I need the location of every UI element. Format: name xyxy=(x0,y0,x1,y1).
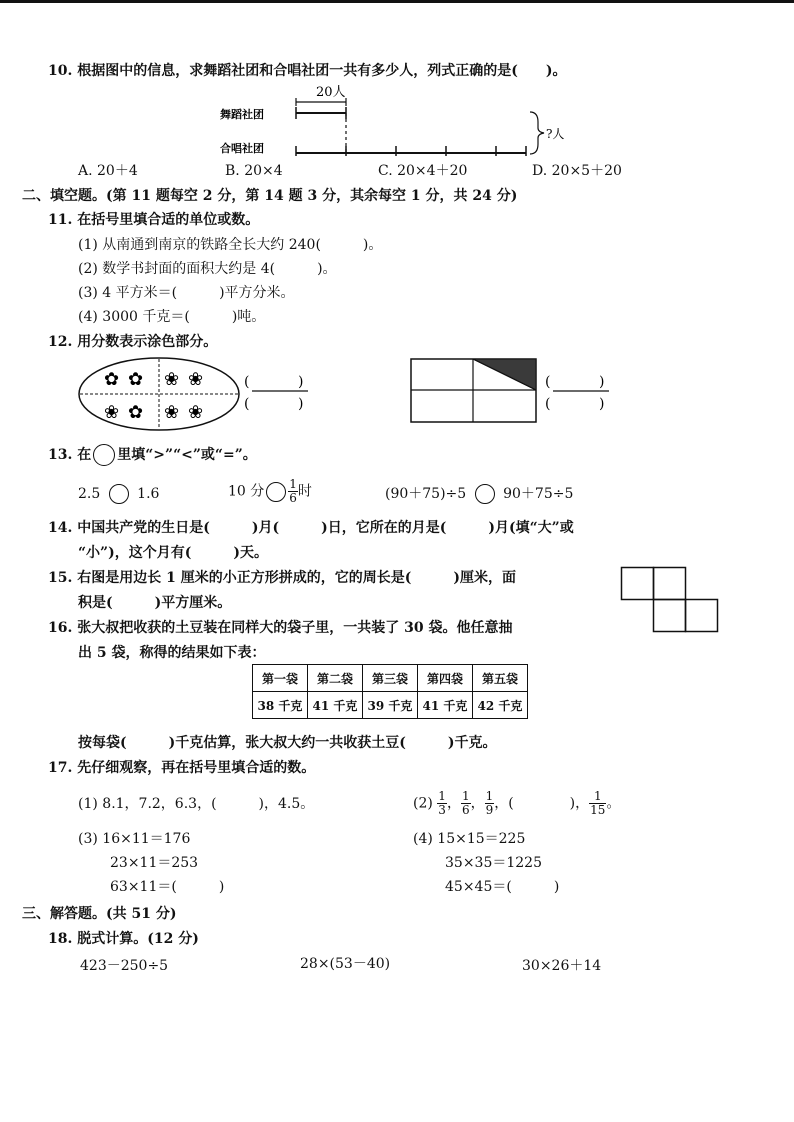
table-cell: 38 千克 xyxy=(253,692,308,719)
q16-line2: 出 5 袋，称得的结果如下表： xyxy=(78,645,266,661)
q10-option-d: D. 20×5＋20 xyxy=(532,163,622,179)
q10-option-c: C. 20×4＋20 xyxy=(378,163,468,179)
q12-fraction-blank-1[interactable] xyxy=(244,372,308,416)
q15-line2: 积是( )平方厘米。 xyxy=(78,595,232,611)
table-cell: 39 千克 xyxy=(363,692,418,719)
q13-text: 13. 在 里填“>”“<”或“=”。 xyxy=(48,444,257,466)
svg-text:): ) xyxy=(298,374,304,390)
q10-top-label: 20人 xyxy=(316,85,346,100)
flower-icon: ❀ xyxy=(164,369,180,390)
table-header-cell: 第四袋 xyxy=(418,665,473,692)
table-header-cell: 第三袋 xyxy=(363,665,418,692)
table-cell: 42 千克 xyxy=(473,692,528,719)
flower-icon: ✿ xyxy=(128,402,144,423)
svg-text:): ) xyxy=(298,396,304,412)
q11-text: 11. 在括号里填合适的单位或数。 xyxy=(48,212,260,228)
q17-part3-line1: (3) 16×11＝176 xyxy=(78,831,191,847)
q14-line2: “小”)，这个月有( )天。 xyxy=(78,545,268,561)
svg-text:(: ( xyxy=(545,396,551,412)
q17-text: 17. 先仔细观察，再在括号里填合适的数。 xyxy=(48,760,316,776)
q17-part1: (1) 8.1，7.2，6.3，( )，4.5。 xyxy=(78,796,315,812)
q10-option-b: B. 20×4 xyxy=(225,163,283,179)
q11-item-2: (2) 数学书封面的面积大约是 4( )。 xyxy=(78,261,337,277)
q11-item-3: (3) 4 平方米＝( )平方分米。 xyxy=(78,285,295,301)
q15-squares-figure xyxy=(620,566,722,640)
q12-rect-figure xyxy=(410,358,538,428)
q13-compare-1: 2.5 1.6 xyxy=(78,486,160,502)
q10-row2-label: 合唱社团 xyxy=(220,142,264,155)
q14-line1: 14. 中国共产党的生日是( )月( )日，它所在的月是( )月(填“大”或 xyxy=(48,520,574,536)
q10-total-label: ?人 xyxy=(546,127,565,141)
table-header-row xyxy=(253,665,528,692)
q18-expr-2: 28×(53－40) xyxy=(300,956,391,972)
flower-icon: ❀ xyxy=(188,369,204,390)
q17-part3-line3: 63×11＝( ) xyxy=(110,879,225,895)
q10-bar-diagram xyxy=(220,82,580,164)
q12-text: 12. 用分数表示涂色部分。 xyxy=(48,334,218,350)
q15-line1: 15. 右图是用边长 1 厘米的小正方形拼成的，它的周长是( )厘米，面 xyxy=(48,570,516,586)
flower-icon: ✿ xyxy=(128,369,144,390)
q13-compare-2: 10 分 $\frac{1}{6}$ 时 xyxy=(228,477,312,505)
q11-item-1: (1) 从南通到南京的铁路全长大约 240( )。 xyxy=(78,237,383,253)
table-header-cell: 第一袋 xyxy=(253,665,308,692)
q11-item-4: (4) 3000 千克＝( )吨。 xyxy=(78,309,266,325)
table-header-cell: 第二袋 xyxy=(308,665,363,692)
top-border-line xyxy=(0,0,794,3)
q16-table xyxy=(252,664,528,719)
svg-text:(: ( xyxy=(545,374,551,390)
q18-text: 18. 脱式计算。(12 分) xyxy=(48,931,199,947)
svg-text:(: ( xyxy=(244,374,250,390)
svg-text:(: ( xyxy=(244,396,250,412)
table-header-cell: 第五袋 xyxy=(473,665,528,692)
q18-expr-1: 423－250÷5 xyxy=(80,958,169,974)
q16-line3: 按每袋( )千克估算，张大叔大约一共收获土豆( )千克。 xyxy=(78,735,497,751)
flower-icon: ❀ xyxy=(164,402,180,423)
table-cell: 41 千克 xyxy=(418,692,473,719)
section3-heading: 三、解答题。(共 51 分) xyxy=(22,906,177,922)
q13-compare-3: (90＋75)÷5 90＋75÷5 xyxy=(385,486,574,502)
q10-text: 10. 根据图中的信息，求舞蹈社团和合唱社团一共有多少人，列式正确的是( )。 xyxy=(48,63,567,79)
flower-icon: ❀ xyxy=(188,402,204,423)
q18-expr-3: 30×26＋14 xyxy=(522,958,602,974)
q12-fraction-blank-2[interactable] xyxy=(545,372,609,416)
q12-oval-figure xyxy=(76,356,242,436)
q10-row1-label: 舞蹈社团 xyxy=(220,108,264,121)
table-cell: 41 千克 xyxy=(308,692,363,719)
answer-circle[interactable] xyxy=(266,482,286,502)
q17-part3-line2: 23×11＝253 xyxy=(110,855,199,871)
section2-heading: 二、填空题。(第 11 题每空 2 分，第 14 题 3 分，其余每空 1 分，共 24 分) xyxy=(22,188,518,204)
svg-text:): ) xyxy=(599,374,605,390)
answer-circle[interactable] xyxy=(475,484,495,504)
flower-icon: ✿ xyxy=(104,369,120,390)
q17-part2: (2) $\frac{1}{3}$ ， $\frac{1}{6}$ ， $\frac{1}{9}$ ，( )， $\frac{1}{15}$ 。 xyxy=(413,789,621,817)
q16-line1: 16. 张大叔把收获的土豆装在同样大的袋子里，一共装了 30 袋。他任意抽 xyxy=(48,620,513,636)
table-row xyxy=(253,692,528,719)
q17-part4-line1: (4) 15×15＝225 xyxy=(413,831,526,847)
q10-option-a: A. 20＋4 xyxy=(78,163,138,179)
svg-text:): ) xyxy=(599,396,605,412)
q17-part4-line3: 45×45＝( ) xyxy=(445,879,560,895)
flower-icon: ❀ xyxy=(104,402,120,423)
answer-circle[interactable] xyxy=(109,484,129,504)
compare-circle-icon xyxy=(93,444,115,466)
q17-part4-line2: 35×35＝1225 xyxy=(445,855,542,871)
